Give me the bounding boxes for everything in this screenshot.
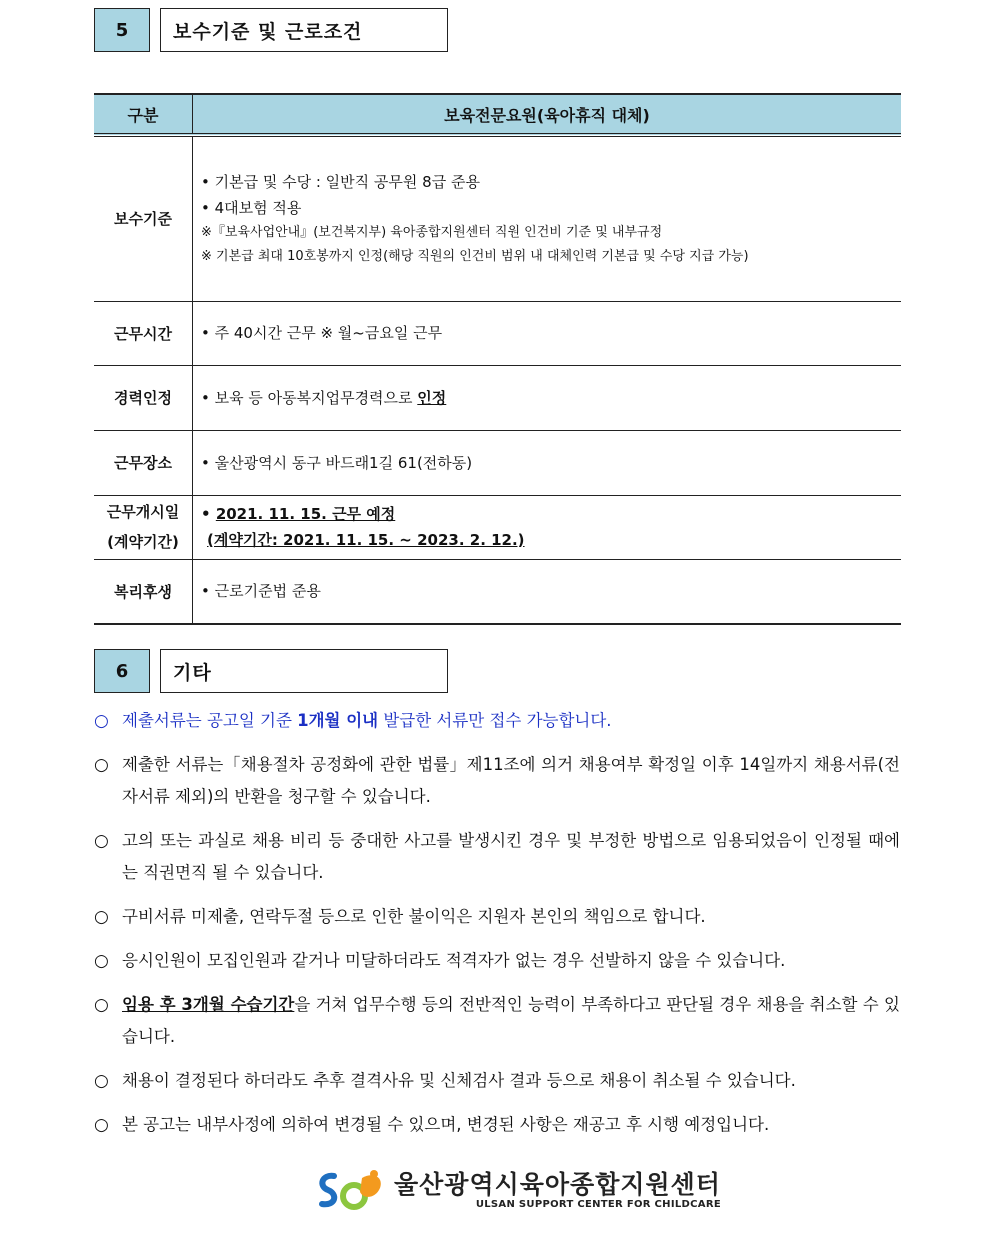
- table-row: [94, 365, 901, 430]
- section-6-heading: [94, 649, 448, 693]
- note-text: 응시인원이 모집인원과 같거나 미달하더라도 적격자가 없는 경우 선발하지 않을 수 있습니다.: [122, 951, 786, 970]
- salary-line: • 4대보험 적용: [201, 198, 302, 217]
- org-name: 울산광역시육아종합지원센터: [394, 1169, 721, 1199]
- start-date-label-line2: (계약기간): [107, 533, 179, 551]
- list-item: [94, 901, 900, 933]
- table-row: [94, 301, 901, 365]
- career-emphasis: 인정: [417, 388, 447, 407]
- section-5-number: 5: [94, 8, 150, 52]
- start-date-line2: [201, 527, 900, 553]
- row-label-salary: 보수기준: [94, 135, 193, 301]
- row-content-start-date: [193, 495, 902, 559]
- note-text: 구비서류 미제출, 연락두절 등으로 인한 불이익은 지원자 본인의 책임으로 합니다.: [122, 907, 706, 926]
- circle-bullet: ○: [94, 1071, 109, 1091]
- circle-bullet: ○: [94, 1115, 109, 1135]
- salary-note: ※ 기본급 최대 10호봉까지 인정(해당 직원의 인건비 범위 내 대체인력 기본급 및 수당 지급 가능): [201, 248, 749, 264]
- childcare-center-logo-icon: [316, 1166, 388, 1214]
- list-item: [94, 825, 900, 889]
- row-content-salary: [193, 135, 902, 301]
- table-row: [94, 430, 901, 495]
- row-label-career: 경력인정: [94, 365, 193, 430]
- note-text: [122, 705, 900, 737]
- circle-bullet: ○: [94, 995, 109, 1015]
- note-text: 제출한 서류는「채용절차 공정화에 관한 법률」제11조에 의거 채용여부 확정일 이후 14일까지 채용서류(전자서류 제외)의 반환을 청구할 수 있습니다.: [122, 755, 900, 806]
- row-label-location: 근무장소: [94, 430, 193, 495]
- list-item: [94, 749, 900, 813]
- footer-logo: [316, 1166, 721, 1214]
- working-conditions-table: [94, 93, 901, 625]
- circle-bullet: ○: [94, 951, 109, 971]
- note-text: [122, 989, 900, 1053]
- table-header-row: [94, 94, 901, 135]
- row-content-welfare: • 근로기준법 준용: [193, 559, 902, 624]
- table-row: [94, 559, 901, 624]
- org-name-en: ULSAN SUPPORT CENTER FOR CHILDCARE: [475, 1198, 721, 1210]
- circle-bullet: ○: [94, 755, 109, 775]
- note-text: 고의 또는 과실로 채용 비리 등 중대한 사고를 발생시킨 경우 및 부정한 방법으로 임용되었음이 인정될 때에는 직권면직 될 수 있습니다.: [122, 831, 900, 882]
- note-text-part: 을 거쳐 업무수행 등의 전반적인 능력이 부족하다고 판단될 경우 채용을 취소할 수 있습니다.: [122, 995, 900, 1046]
- footer-text: [394, 1171, 721, 1210]
- row-content-career: [193, 365, 902, 430]
- list-item: [94, 1065, 900, 1097]
- circle-bullet: ○: [94, 831, 109, 851]
- table-row: [94, 495, 901, 559]
- note-text: 본 공고는 내부사정에 의하여 변경될 수 있으며, 변경된 사항은 재공고 후 시행 예정입니다.: [122, 1115, 770, 1134]
- circle-bullet: ○: [94, 711, 109, 731]
- list-item: [94, 705, 900, 737]
- row-label-welfare: 복리후생: [94, 559, 193, 624]
- salary-line: • 기본급 및 수당 : 일반직 공무원 8급 준용: [201, 172, 480, 191]
- note-emphasis: 1개월 이내: [297, 711, 379, 730]
- list-item: [94, 945, 900, 977]
- row-label-start-date: [94, 495, 193, 559]
- note-text: 채용이 결정된다 하더라도 추후 결격사유 및 신체검사 결과 등으로 채용이 취소될 수 있습니다.: [122, 1071, 796, 1090]
- header-position: 보육전문요원(육아휴직 대체): [193, 94, 902, 135]
- list-item: [94, 1109, 900, 1141]
- row-label-hours: 근무시간: [94, 301, 193, 365]
- section-5-title: 보수기준 및 근로조건: [160, 8, 448, 52]
- header-category: 구분: [94, 94, 193, 135]
- note-text-part: 발급한 서류만 접수 가능합니다.: [378, 711, 612, 730]
- table-row: [94, 135, 901, 301]
- start-date-label-line1: 근무개시일: [106, 503, 180, 521]
- section-6-title: 기타: [160, 649, 448, 693]
- row-content-location: • 울산광역시 동구 바드래1길 61(전하동): [193, 430, 902, 495]
- start-date-bullet: •: [201, 505, 216, 523]
- note-text-part: 제출서류는 공고일 기준: [122, 711, 298, 730]
- notes-list: [94, 705, 900, 1153]
- section-5-heading: [94, 8, 448, 52]
- list-item: [94, 989, 900, 1053]
- section-6-number: 6: [94, 649, 150, 693]
- circle-bullet: ○: [94, 907, 109, 927]
- career-text: • 보육 등 아동복지업무경력으로: [201, 388, 418, 407]
- row-content-hours: • 주 40시간 근무 ※ 월~금요일 근무: [193, 301, 902, 365]
- start-date-line1: [201, 501, 900, 527]
- salary-note: ※『보육사업안내』(보건복지부) 육아종합지원센터 직원 인건비 기준 및 내부규정: [201, 224, 663, 240]
- note-emphasis: 임용 후 3개월 수습기간: [122, 995, 295, 1014]
- start-date-value: 2021. 11. 15. 근무 예정: [215, 505, 396, 523]
- contract-period: (계약기간: 2021. 11. 15. ~ 2023. 2. 12.): [207, 531, 525, 549]
